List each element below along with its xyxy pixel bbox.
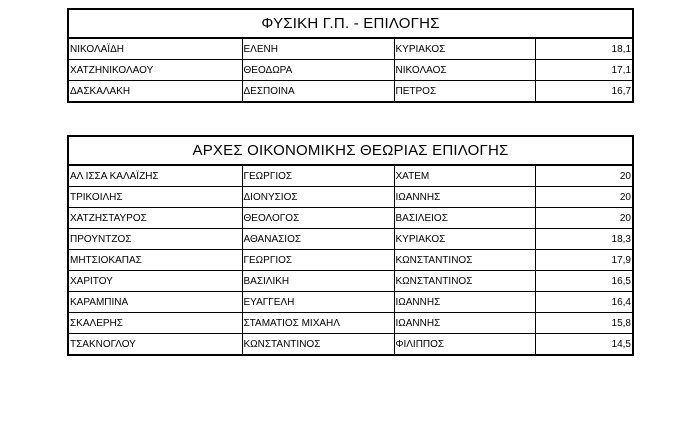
score-cell: 20	[535, 208, 633, 229]
table-row	[68, 271, 633, 292]
surname-cell: ΤΣΑΚΝΟΓΛΟΥ	[68, 334, 242, 356]
first-name-cell: ΕΛΕΝΗ	[242, 38, 394, 60]
results-table-physics	[67, 8, 634, 103]
surname-cell: ΑΛ ΙΣΣΑ ΚΑΛΑΪΖΗΣ	[68, 165, 242, 187]
table-row	[68, 60, 633, 81]
surname-cell: ΔΑΣΚΑΛΑΚΗ	[68, 81, 242, 103]
score-cell: 20	[535, 187, 633, 208]
first-name-cell: ΚΩΝΣΤΑΝΤΙΝΟΣ	[242, 334, 394, 356]
table-header-row	[68, 136, 633, 165]
score-cell: 16,4	[535, 292, 633, 313]
surname-cell: ΜΗΤΣΙΟΚΑΠΑΣ	[68, 250, 242, 271]
table-body	[68, 165, 633, 355]
father-name-cell: ΒΑΣΙΛΕΙΟΣ	[394, 208, 535, 229]
surname-cell: ΚΑΡΑΜΠΙΝΑ	[68, 292, 242, 313]
score-cell: 16,5	[535, 271, 633, 292]
father-name-cell: ΚΩΝΣΤΑΝΤΙΝΟΣ	[394, 250, 535, 271]
first-name-cell: ΔΕΣΠΟΙΝΑ	[242, 81, 394, 103]
father-name-cell: ΧΑΤΕΜ	[394, 165, 535, 187]
table-row	[68, 187, 633, 208]
table-row	[68, 165, 633, 187]
surname-cell: ΠΡΟΥΝΤΖΟΣ	[68, 229, 242, 250]
score-cell: 18,3	[535, 229, 633, 250]
first-name-cell: ΘΕΟΛΟΓΟΣ	[242, 208, 394, 229]
table-title: ΦΥΣΙΚΗ Γ.Π. - ΕΠΙΛΟΓΗΣ	[68, 9, 633, 38]
table-row	[68, 334, 633, 356]
first-name-cell: ΓΕΩΡΓΙΟΣ	[242, 165, 394, 187]
score-cell: 17,1	[535, 60, 633, 81]
first-name-cell: ΘΕΟΔΩΡΑ	[242, 60, 394, 81]
table-row	[68, 38, 633, 60]
table-row	[68, 208, 633, 229]
surname-cell: ΧΑΡΙΤΟΥ	[68, 271, 242, 292]
score-cell: 14,5	[535, 334, 633, 356]
surname-cell: ΧΑΤΖΗΣΤΑΥΡΟΣ	[68, 208, 242, 229]
first-name-cell: ΔΙΟΝΥΣΙΟΣ	[242, 187, 394, 208]
father-name-cell: ΙΩΑΝΝΗΣ	[394, 187, 535, 208]
father-name-cell: ΚΥΡΙΑΚΟΣ	[394, 229, 535, 250]
results-table-economics	[67, 135, 634, 356]
father-name-cell: ΦΙΛΙΠΠΟΣ	[394, 334, 535, 356]
first-name-cell: ΕΥΑΓΓΕΛΗ	[242, 292, 394, 313]
first-name-cell: ΑΘΑΝΑΣΙΟΣ	[242, 229, 394, 250]
first-name-cell: ΣΤΑΜΑΤΙΟΣ ΜΙΧΑΗΛ	[242, 313, 394, 334]
surname-cell: ΣΚΑΛΕΡΗΣ	[68, 313, 242, 334]
father-name-cell: ΚΩΝΣΤΑΝΤΙΝΟΣ	[394, 271, 535, 292]
table-row	[68, 229, 633, 250]
father-name-cell: ΙΩΑΝΝΗΣ	[394, 313, 535, 334]
score-cell: 20	[535, 165, 633, 187]
table-row	[68, 250, 633, 271]
table-row	[68, 292, 633, 313]
surname-cell: ΤΡΙΚΟΙΛΗΣ	[68, 187, 242, 208]
table-body	[68, 38, 633, 102]
score-cell: 15,8	[535, 313, 633, 334]
first-name-cell: ΒΑΣΙΛΙΚΗ	[242, 271, 394, 292]
table-row	[68, 313, 633, 334]
father-name-cell: ΝΙΚΟΛΑΟΣ	[394, 60, 535, 81]
score-cell: 17,9	[535, 250, 633, 271]
score-cell: 18,1	[535, 38, 633, 60]
father-name-cell: ΠΕΤΡΟΣ	[394, 81, 535, 103]
father-name-cell: ΙΩΑΝΝΗΣ	[394, 292, 535, 313]
table-title: ΑΡΧΕΣ ΟΙΚΟΝΟΜΙΚΗΣ ΘΕΩΡΙΑΣ ΕΠΙΛΟΓΗΣ	[68, 136, 633, 165]
first-name-cell: ΓΕΩΡΓΙΟΣ	[242, 250, 394, 271]
table-row	[68, 81, 633, 103]
table-header-row	[68, 9, 633, 38]
score-cell: 16,7	[535, 81, 633, 103]
surname-cell: ΝΙΚΟΛΑΪΔΗ	[68, 38, 242, 60]
father-name-cell: ΚΥΡΙΑΚΟΣ	[394, 38, 535, 60]
surname-cell: ΧΑΤΖΗΝΙΚΟΛΑΟΥ	[68, 60, 242, 81]
